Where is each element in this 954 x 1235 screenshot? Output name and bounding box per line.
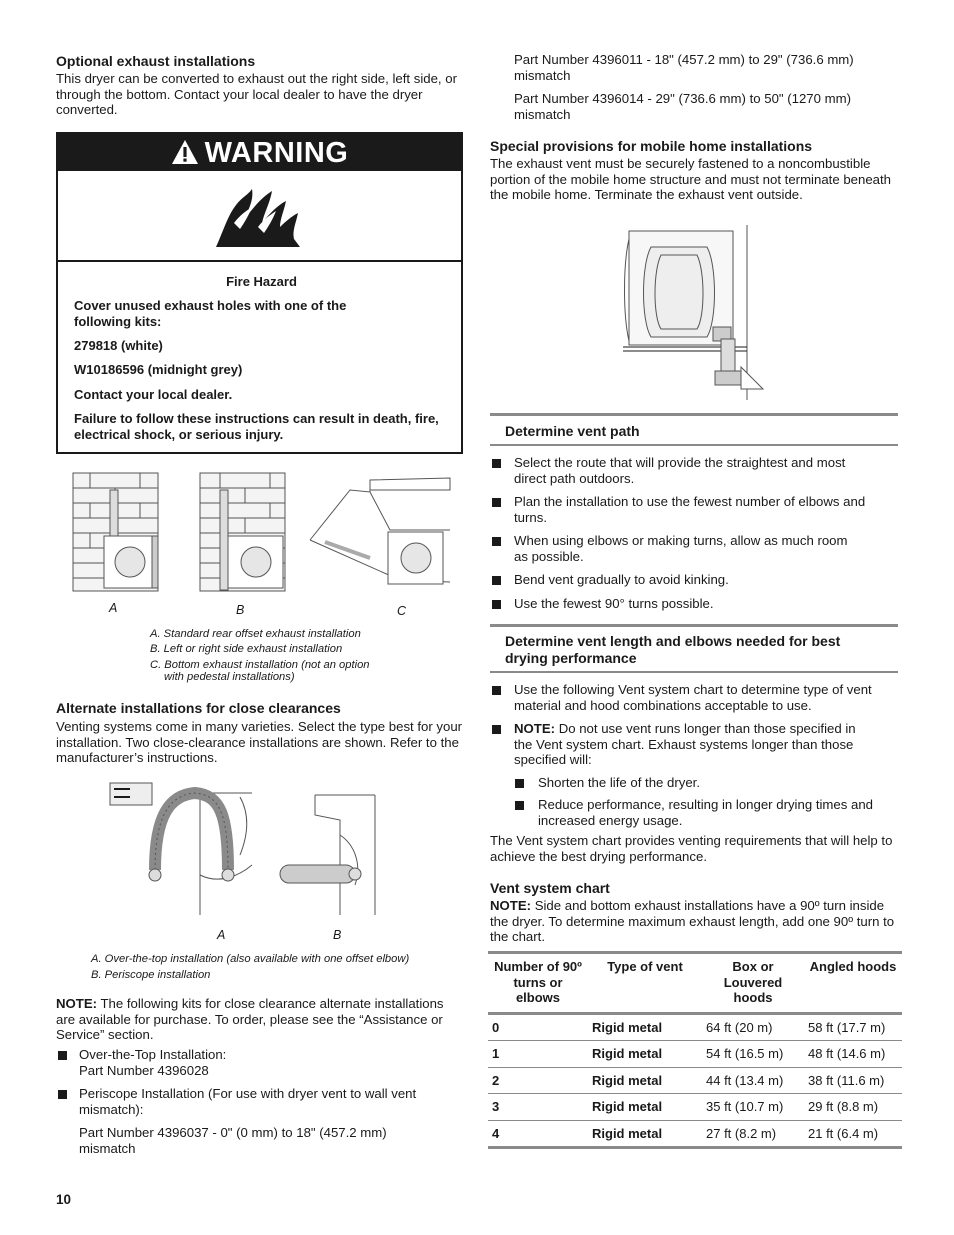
warning-box — [56, 132, 463, 454]
header-vent-type: Type of vent — [607, 959, 683, 974]
alternate-installations-heading: Alternate installations for close clearances — [56, 700, 341, 716]
figure2-label-a: A — [217, 928, 226, 942]
bullet-square — [492, 600, 501, 609]
vent-path-bullet-3: When using elbows or making turns, allow as much room as possible. — [514, 533, 848, 564]
alternate-installations-text: Venting systems come in many varieties. Select the type best for your installation. Two close-clearance installations are shown. Refer to the manufacturer’s instructions. — [56, 719, 463, 765]
kit-over-the-top: Over-the-Top Installation: Part Number 4396028 — [79, 1047, 227, 1078]
vent-path-bullet-5: Use the fewest 90° turns possible. — [514, 596, 714, 611]
figure2-caption-b: B. Periscope installation — [91, 969, 211, 981]
bullet-square — [492, 725, 501, 734]
note-text: The following kits for close clearance alternate installations are available for purchase. To order, please see the “Assistance or Service” section. — [56, 996, 444, 1042]
table-row: 2 Rigid metal 44 ft (13.4 m) 38 ft (11.6 m) — [488, 1067, 902, 1094]
fire-icon — [58, 171, 461, 260]
figure1-caption-c-cont: with pedestal installations) — [164, 671, 295, 683]
vent-chart-note: NOTE: Side and bottom exhaust installations have a 90º turn inside the dryer. To determine maximum exhaust length, add one 90º turn to the chart. — [490, 898, 895, 944]
exhaust-installations-illustration — [70, 470, 480, 600]
page-number: 10 — [56, 1192, 72, 1207]
table-row: 1 Rigid metal 54 ft (16.5 m) 48 ft (14.6 m) — [488, 1041, 902, 1068]
header-turns: Number of 90º turns or elbows — [494, 959, 582, 1005]
divider — [490, 444, 898, 446]
warning-line-4: Contact your local dealer. — [74, 387, 233, 402]
mobile-home-heading: Special provisions for mobile home installations — [490, 138, 813, 154]
figure2-label-b: B — [333, 928, 342, 942]
fire-hazard-pictogram — [58, 171, 461, 262]
table-row: 0 Rigid metal 64 ft (20 m) 58 ft (17.7 m) — [488, 1013, 902, 1041]
bullet-square — [58, 1090, 67, 1099]
vent-path-bullet-4: Bend vent gradually to avoid kinking. — [514, 572, 729, 587]
figure1-caption-b: B. Left or right side exhaust installation — [150, 643, 343, 655]
warning-triangle-icon — [171, 139, 199, 165]
table-header-row — [488, 953, 902, 1014]
bullet-square — [515, 801, 524, 810]
bullet-square — [492, 576, 501, 585]
vent-path-heading: Determine vent path — [505, 423, 640, 439]
optional-exhaust-heading: Optional exhaust installations — [56, 53, 256, 69]
vent-path-bullet-2: Plan the installation to use the fewest number of elbows and turns. — [514, 494, 866, 525]
kit-periscope: Periscope Installation (For use with dryer vent to wall vent mismatch): — [79, 1086, 417, 1117]
figure1-caption-c: C. Bottom exhaust installation (not an option — [150, 659, 370, 671]
bullet-square — [492, 537, 501, 546]
part-number-4396037: Part Number 4396037 - 0" (0 mm) to 18" (457.2 mm) mismatch — [79, 1125, 387, 1156]
warning-line-3: W10186596 (midnight grey) — [74, 362, 243, 377]
divider — [490, 624, 898, 627]
close-clearance-illustration — [100, 775, 390, 920]
vent-system-table — [488, 951, 902, 1149]
mobile-home-text: The exhaust vent must be securely fastened to a noncombustible portion of the mobile home structure and must not terminate beneath the mobile home. Terminate the exhaust vent outside. — [490, 156, 891, 202]
sub-bullet-2: Reduce performance, resulting in longer drying times and increased energy usage. — [538, 797, 873, 828]
vent-system-chart-heading: Vent system chart — [490, 880, 610, 896]
bullet-square — [492, 686, 501, 695]
vent-path-bullet-1: Select the route that will provide the straightest and most direct path outdoors. — [514, 455, 846, 486]
figure2-caption-a: A. Over-the-top installation (also available with one offset elbow) — [91, 953, 410, 965]
close-clearance-note — [56, 996, 464, 1043]
divider — [490, 671, 898, 673]
bullet-square — [58, 1051, 67, 1060]
warning-line-5: Failure to follow these instructions can result in death, fire, electrical shock, or serious injury. — [74, 411, 439, 442]
bullet-square — [515, 779, 524, 788]
header-box-hoods: Box or Louvered hoods — [723, 959, 783, 1005]
warning-line-2: 279818 (white) — [74, 338, 163, 353]
optional-exhaust-text: This dryer can be converted to exhaust out the right side, left side, or through the bottom. Contact your local dealer to have the dryer converted. — [56, 71, 457, 117]
part-number-4396011: Part Number 4396011 - 18" (457.2 mm) to 29" (736.6 mm) mismatch — [514, 52, 854, 83]
vent-length-bullet-1: Use the following Vent system chart to determine type of vent material and hood combinations acceptable to use. — [514, 682, 872, 713]
warning-header — [58, 134, 461, 171]
fire-hazard-subtitle: Fire Hazard — [226, 274, 297, 289]
vent-length-heading: Determine vent length and elbows needed for best drying performance — [505, 633, 841, 666]
vent-length-bullet-2: NOTE: Do not use vent runs longer than those specified in the Vent system chart. Exhaust systems longer than those specified will: — [514, 721, 856, 767]
warning-title: WARNING — [204, 137, 349, 169]
note-label: NOTE: — [56, 996, 98, 1011]
mobile-home-illustration — [615, 225, 775, 400]
figure1-caption-a: A. Standard rear offset exhaust installation — [150, 628, 361, 640]
warning-line-1: Cover unused exhaust holes with one of the following kits: — [74, 298, 347, 329]
header-angled-hoods: Angled hoods — [809, 959, 897, 974]
bullet-square — [492, 459, 501, 468]
table-row: 3 Rigid metal 35 ft (10.7 m) 29 ft (8.8 m) — [488, 1094, 902, 1121]
bullet-square — [492, 498, 501, 507]
vent-chart-intro: The Vent system chart provides venting requirements that will help to achieve the best drying performance. — [490, 833, 893, 864]
divider — [490, 413, 898, 416]
sub-bullet-1: Shorten the life of the dryer. — [538, 775, 701, 790]
table-row: 4 Rigid metal 27 ft (8.2 m) 21 ft (6.4 m) — [488, 1120, 902, 1148]
figure1-label-a: A — [109, 601, 118, 615]
part-number-4396014: Part Number 4396014 - 29" (736.6 mm) to 50" (1270 mm) mismatch — [514, 91, 852, 122]
figure1-label-b: B — [236, 603, 245, 617]
figure1-label-c: C — [397, 604, 407, 618]
